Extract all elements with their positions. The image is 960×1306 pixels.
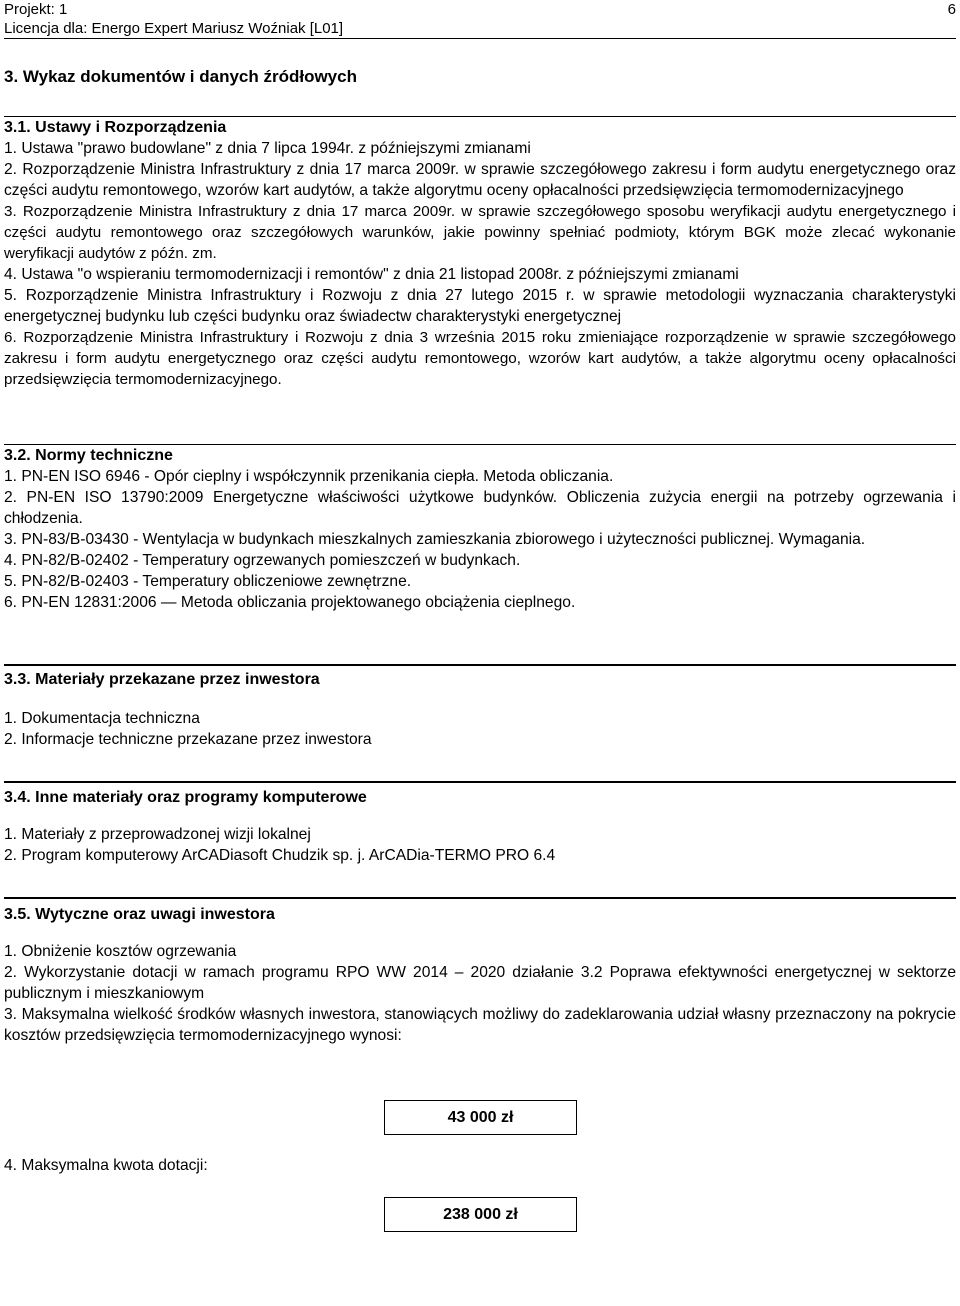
section-3-2 bbox=[4, 444, 956, 613]
list-item: 2. Informacje techniczne przekazane przez inwestora bbox=[4, 731, 372, 748]
list-item: 6. PN-EN 12831:2006 — Metoda obliczania projektowanego obciążenia cieplnego. bbox=[4, 594, 576, 611]
section-3-5 bbox=[4, 897, 956, 1046]
section-3-1 bbox=[4, 116, 956, 390]
list-item: 1. Ustawa "prawo budowlane" z dnia 7 lipca 1994r. z późniejszymi zmianami bbox=[4, 140, 531, 157]
section-3-3-title: 3.3. Materiały przekazane przez inwestora bbox=[4, 664, 956, 690]
list-item: 2. PN-EN ISO 13790:2009 Energetyczne właściwości użytkowe budynków. Obliczenia zużycia energii na potrzeby ogrzewania i chłodzenia. bbox=[4, 489, 956, 527]
section-3-4-title: 3.4. Inne materiały oraz programy komputerowe bbox=[4, 781, 956, 808]
list-item: 5. Rozporządzenie Ministra Infrastruktury i Rozwoju z dnia 27 lutego 2015 r. w sprawie metodologii wyznaczania charakterystyki energetycznej budynku lub części budynku oraz świadectw charakterystyki energetycznej bbox=[4, 287, 956, 325]
max-grant-value-box: 238 000 zł bbox=[384, 1197, 577, 1232]
list-item: 2. Wykorzystanie dotacji w ramach programu RPO WW 2014 – 2020 działanie 3.2 Poprawa efektywności energetycznej w sektorze publicznym i mieszkaniowym bbox=[4, 964, 956, 1002]
list-item: 4. PN-82/B-02402 - Temperatury ogrzewanych pomieszczeń w budynkach. bbox=[4, 552, 521, 569]
section-3-1-list bbox=[4, 138, 956, 390]
section-3-2-title: 3.2. Normy techniczne bbox=[4, 444, 956, 466]
list-item: 5. PN-82/B-02403 - Temperatury obliczeniowe zewnętrzne. bbox=[4, 573, 412, 590]
list-item: 1. PN-EN ISO 6946 - Opór cieplny i współczynnik przenikania ciepła. Metoda obliczania. bbox=[4, 468, 614, 485]
own-funds-value-box: 43 000 zł bbox=[384, 1100, 577, 1135]
section-3-1-title: 3.1. Ustawy i Rozporządzenia bbox=[4, 116, 956, 138]
list-item: 1. Dokumentacja techniczna bbox=[4, 710, 200, 727]
list-item: 2. Program komputerowy ArCADiasoft Chudzik sp. j. ArCADia-TERMO PRO 6.4 bbox=[4, 847, 556, 864]
list-item: 2. Rozporządzenie Ministra Infrastruktury z dnia 17 marca 2009r. w sprawie szczegółowego zakresu i form audytu energetycznego oraz części audytu remontowego, wzorów kart audytów, a także algorytmu oceny opłacalności przedsięwzięcia termomodernizacyjnego bbox=[4, 161, 956, 199]
page-number: 6 bbox=[947, 1, 956, 18]
section-3-5-list bbox=[4, 941, 956, 1046]
max-grant-label: 4. Maksymalna kwota dotacji: bbox=[4, 1157, 208, 1174]
section-3-3 bbox=[4, 664, 956, 750]
list-item: 6. Rozporządzenie Ministra Infrastruktury i Rozwoju z dnia 3 września 2015 roku zmieniające rozporządzenie w sprawie szczegółowego zakresu i form audytu energetycznego oraz części audytu remontowego, wzorów kart audytów, a także algorytmu oceny opłacalności przedsięwzięcia termomodernizacyjnego. bbox=[4, 329, 956, 388]
section-3-4-list bbox=[4, 824, 956, 866]
page-title: 3. Wykaz dokumentów i danych źródłowych bbox=[4, 67, 357, 86]
list-item: 3. Rozporządzenie Ministra Infrastruktury z dnia 17 marca 2009r. w sprawie szczegółowego sposobu weryfikacji audytu energetycznego i części audytu remontowego oraz szczegółowych warunków, jakie powinny spełniać podmioty, którym BGK może zlecać wykonanie weryfikacji audytów z późn. zm. bbox=[4, 203, 956, 262]
list-item: 3. PN-83/B-03430 - Wentylacja w budynkach mieszkalnych zamieszkania zbiorowego i użyteczności publicznej. Wymagania. bbox=[4, 531, 866, 548]
section-3-4 bbox=[4, 781, 956, 866]
section-3-5-title: 3.5. Wytyczne oraz uwagi inwestora bbox=[4, 897, 956, 925]
header-divider bbox=[4, 38, 956, 39]
list-item: 1. Materiały z przeprowadzonej wizji lokalnej bbox=[4, 826, 311, 843]
license-label: Licencja dla: Energo Expert Mariusz Woźniak [L01] bbox=[4, 20, 344, 37]
page-header bbox=[4, 0, 956, 40]
section-3-3-list bbox=[4, 708, 956, 750]
project-label: Projekt: 1 bbox=[4, 1, 68, 18]
section-3-2-list bbox=[4, 466, 956, 613]
list-item: 3. Maksymalna wielkość środków własnych inwestora, stanowiących możliwy do zadeklarowania udział własny przeznaczony na pokrycie kosztów przedsięwzięcia termomodernizacyjnego wynosi: bbox=[4, 1006, 956, 1044]
list-item: 4. Ustawa "o wspieraniu termomodernizacji i remontów" z dnia 21 listopad 2008r. z późniejszymi zmianami bbox=[4, 266, 739, 283]
list-item: 1. Obniżenie kosztów ogrzewania bbox=[4, 943, 237, 960]
